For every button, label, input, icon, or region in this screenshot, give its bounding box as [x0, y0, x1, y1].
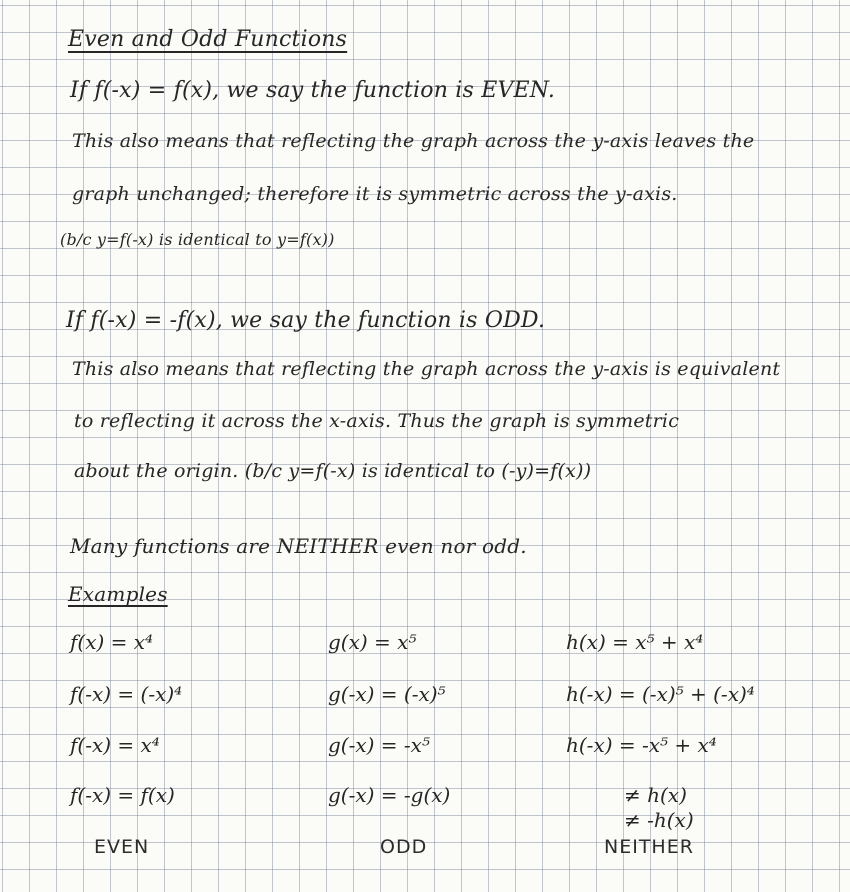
example-f-row: f(x) = x⁴ — [70, 630, 154, 654]
even-explanation-line-2: graph unchanged; therefore it is symmetric across the y-axis. — [72, 183, 678, 205]
example-h-row: h(-x) = -x⁵ + x⁴ — [566, 733, 717, 757]
page-title: Even and Odd Functions — [68, 27, 348, 52]
example-g-row: g(x) = x⁵ — [328, 630, 417, 654]
example-f-row: f(-x) = f(x) — [70, 783, 175, 807]
odd-explanation-line-2: to reflecting it across the x-axis. Thus the graph is symmetric — [74, 410, 680, 432]
even-explanation-line-1: This also means that reflecting the graph across the y-axis leaves the — [72, 130, 755, 152]
example-h-row: ≠ h(x) — [624, 783, 687, 807]
verdict-even: EVEN — [94, 836, 150, 858]
example-g-row: g(-x) = -g(x) — [328, 783, 451, 807]
verdict-neither: NEITHER — [604, 836, 694, 858]
example-h-row: ≠ -h(x) — [624, 808, 694, 832]
example-h-row: h(-x) = (-x)⁵ + (-x)⁴ — [566, 682, 755, 706]
example-g-row: g(-x) = (-x)⁵ — [328, 682, 446, 706]
verdict-odd: ODD — [380, 836, 428, 858]
examples-heading: Examples — [68, 582, 168, 606]
example-f-row: f(-x) = (-x)⁴ — [70, 682, 183, 706]
neither-note: Many functions are NEITHER even nor odd. — [70, 534, 527, 558]
example-h-row: h(x) = x⁵ + x⁴ — [566, 630, 704, 654]
odd-explanation-line-3: about the origin. (b/c y=f(-x) is identical to (-y)=f(x)) — [74, 460, 592, 482]
even-definition: If f(-x) = f(x), we say the function is EVEN. — [70, 78, 556, 103]
odd-explanation-line-1: This also means that reflecting the graph across the y-axis is equivalent — [72, 358, 781, 380]
even-explanation-note: (b/c y=f(-x) is identical to y=f(x)) — [60, 230, 335, 249]
example-g-row: g(-x) = -x⁵ — [328, 733, 430, 757]
example-f-row: f(-x) = x⁴ — [70, 733, 160, 757]
odd-definition: If f(-x) = -f(x), we say the function is ODD. — [66, 308, 546, 333]
